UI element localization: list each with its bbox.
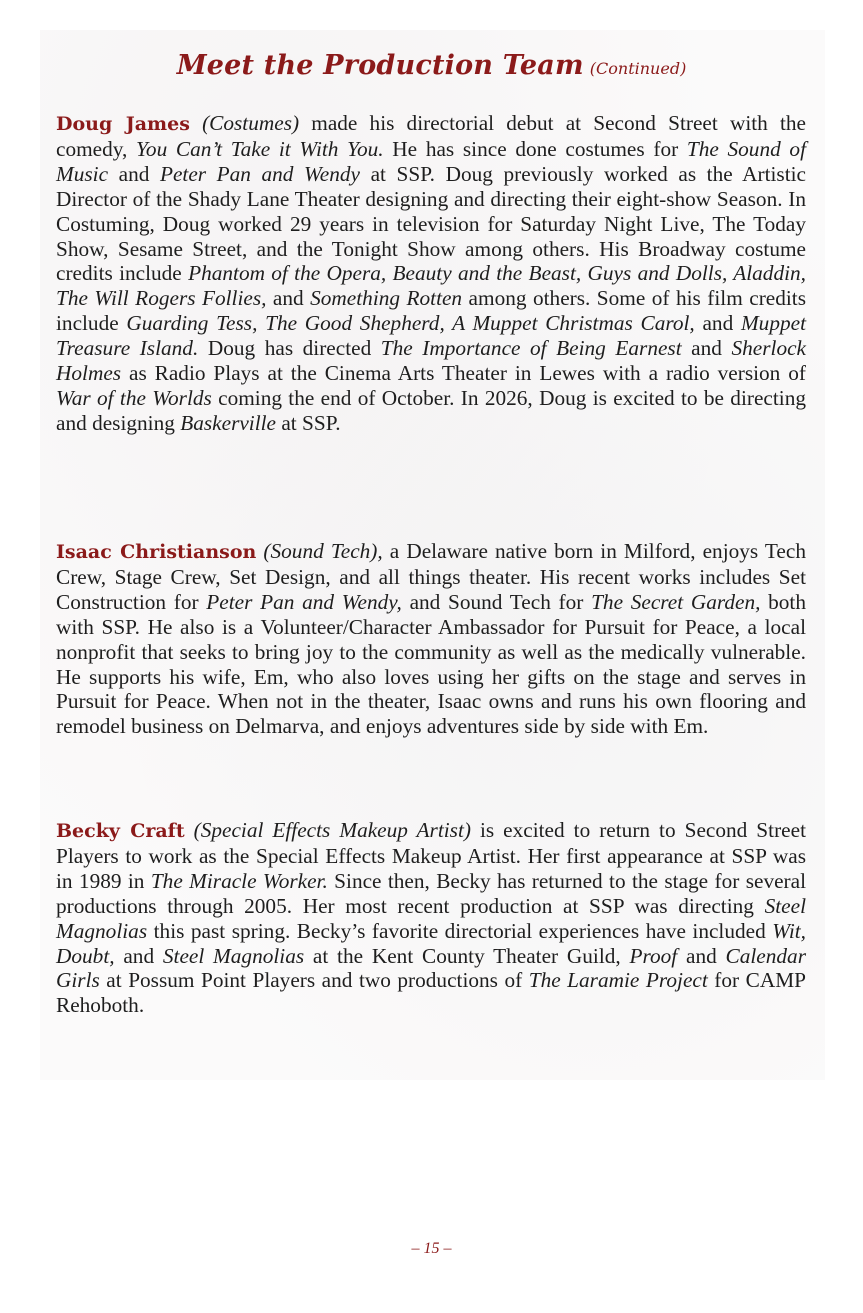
bio-title-italic: Baskerville — [180, 410, 277, 435]
bio-text-segment: Doug has directed — [198, 336, 381, 361]
page-title-continued: (Continued) — [589, 59, 687, 78]
bio-name: Doug James — [56, 113, 190, 135]
bio-text-segment — [190, 111, 202, 135]
bio-text-segment: at the Kent County Theater Guild, — [304, 943, 630, 968]
bio-text — [56, 539, 806, 738]
bio-text-segment: at SSP. Doug previously worked as the Artistic Director of the Shady Lane Theater designing and directing their eight-show Season. In Costuming, Doug worked 29 years in television for Saturday Night Live, The Today Show, Sesame Street, and the Tonight Show among others. His Broadway costume credits include — [56, 161, 806, 286]
bio-becky-craft — [56, 818, 806, 1018]
bio-title-italic: (Costumes) — [202, 111, 300, 135]
bio-text-segment: and — [108, 161, 160, 186]
bio-title-italic: Peter Pan and Wendy, — [206, 589, 402, 614]
bio-text-segment: and — [694, 311, 741, 336]
bio-text-segment: as Radio Plays at the Cinema Arts Theater in Lewes with a radio version of — [121, 361, 806, 386]
bio-text — [56, 818, 806, 1017]
bio-title-italic: Muppet Treasure Island. — [56, 311, 806, 361]
bio-text-segment: this past spring. Becky’s favorite directorial experiences have included — [147, 918, 773, 943]
page-title-main: Meet the Production Team — [176, 50, 584, 81]
bio-text — [56, 111, 806, 435]
bio-title-italic: Proof — [629, 943, 678, 968]
bio-text-segment: Since then, Becky has returned to the stage for several productions through 2005. Her most recent production at SSP was directing — [56, 868, 807, 918]
bio-title-italic: Steel Magnolias — [56, 893, 806, 943]
bio-text-segment: and Sound Tech for — [401, 589, 592, 614]
bio-text-segment: at SSP. — [276, 410, 341, 435]
bio-title-italic: Something Rotten — [310, 286, 463, 311]
bio-title-italic: (Sound Tech), — [263, 539, 383, 563]
bio-name: Becky Craft — [56, 820, 185, 842]
bio-title-italic: Phantom of the Opera, Beauty and the Beast, Guys and Dolls, Aladdin, The Will Rogers Follies, — [56, 261, 806, 311]
bio-text-segment: at Possum Point Players and two productions of — [99, 968, 529, 993]
bio-text-segment: and — [114, 943, 163, 968]
bio-title-italic: The Miracle Worker. — [150, 868, 328, 893]
bio-text-segment: a Delaware native born in Milford, enjoys Tech Crew, Stage Crew, Set Design, and all things theater. His recent works includes Set Construction for — [56, 539, 806, 614]
bio-title-italic: The Laramie Project — [528, 968, 708, 993]
bio-text-segment: and — [677, 943, 726, 968]
bio-title-italic: Wit, Doubt, — [56, 918, 806, 968]
bio-doug-james — [56, 111, 806, 436]
bio-text-segment — [185, 818, 194, 842]
bio-title-italic: (Special Effects Makeup Artist) — [193, 818, 471, 842]
bio-title-italic: The Secret Garden, — [591, 589, 761, 614]
bio-text-segment: both with SSP. He also is a Volunteer/Character Ambassador for Pursuit for Peace, a local nonprofit that seeks to bring joy to the community as well as the medically vulnerable. He supports his wife, Em, who also loves using her gifts on the stage and serves in Pursuit for Peace. When not in the theater, Isaac owns and runs his own flooring and remodel business on Delmarva, and enjoys adventures side by side with Em. — [56, 589, 806, 739]
bio-title-italic: Steel Magnolias — [162, 943, 305, 968]
bio-title-italic: Calendar Girls — [56, 943, 806, 993]
bio-text-segment: He has since done costumes for — [383, 136, 687, 161]
bio-text-segment: coming the end of October. In 2026, Doug is excited to be directing and designing — [56, 385, 806, 435]
page-title — [0, 50, 863, 81]
bio-text-segment: is excited to return to Second Street Players to work as the Special Effects Makeup Artist. Her first appearance at SSP was in 1989 in — [56, 818, 806, 893]
bio-text-segment: for CAMP Rehoboth. — [56, 968, 806, 1018]
bio-title-italic: The Importance of Being Earnest — [380, 336, 682, 361]
bio-text-segment: and — [266, 286, 311, 311]
bio-title-italic: Peter Pan and Wendy — [159, 161, 360, 186]
bio-title-italic: You Can’t Take it With You. — [136, 136, 384, 161]
bio-title-italic: Sherlock Holmes — [56, 336, 806, 386]
bio-title-italic: War of the Worlds — [56, 385, 212, 410]
bio-isaac-christianson — [56, 539, 806, 739]
bio-name: Isaac Christianson — [56, 541, 257, 563]
bio-text-segment: made his directorial debut at Second Street with the comedy, — [56, 111, 806, 161]
page-number: – 15 – — [411, 1240, 452, 1257]
bio-text-segment: and — [681, 336, 732, 361]
bio-text-segment: among others. Some of his film credits include — [56, 286, 807, 336]
bio-title-italic: Guarding Tess, The Good Shepherd, A Muppet Christmas Carol, — [126, 311, 695, 336]
bio-title-italic: The Sound of Music — [56, 136, 806, 186]
